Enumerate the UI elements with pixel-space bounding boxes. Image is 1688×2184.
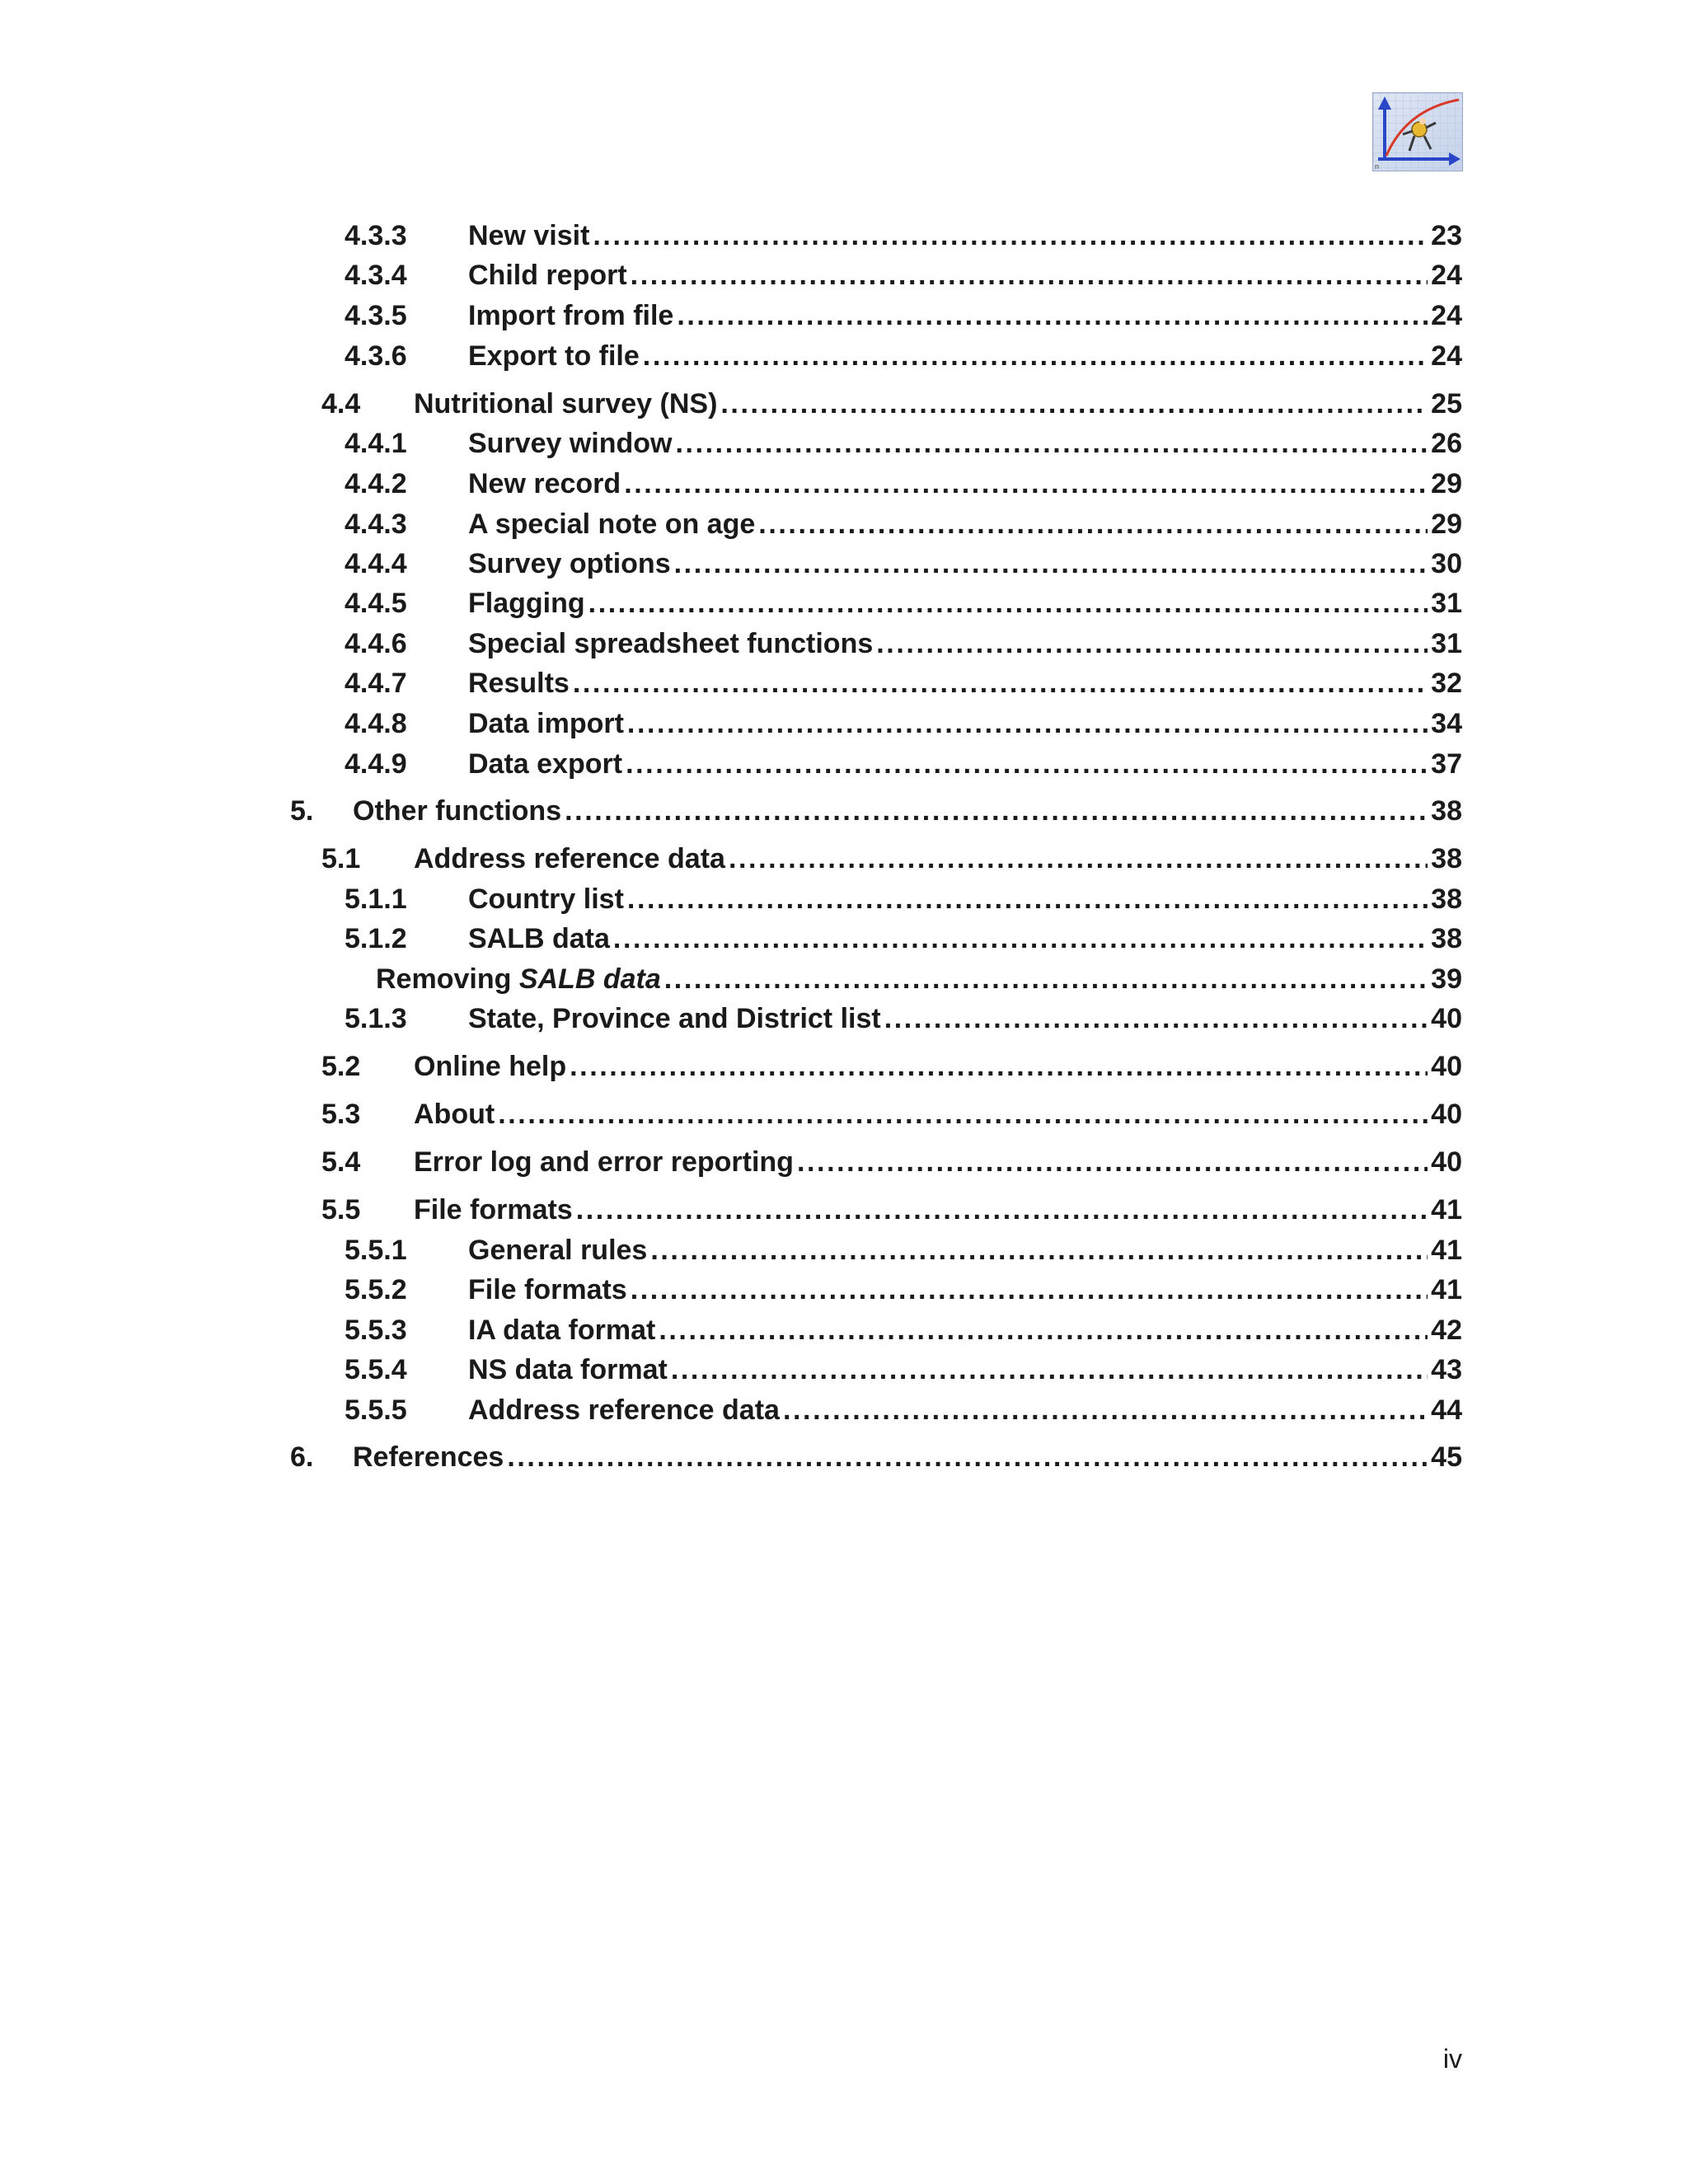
toc-entry-page: 41: [1431, 1194, 1462, 1226]
toc-entry-page: 40: [1431, 1003, 1462, 1034]
toc-entry-page: 42: [1431, 1315, 1462, 1346]
toc-dot-leader: [570, 1047, 1428, 1086]
toc-entry-title: [414, 1190, 576, 1230]
toc-entry-title-text: New visit: [468, 220, 590, 251]
toc-entry-title-text: Removing: [376, 963, 519, 995]
toc-entry-title: [468, 1310, 659, 1350]
toc-dot-leader: [671, 1350, 1428, 1390]
toc-entry-line: [414, 839, 1462, 879]
toc-entry-title-text: Error log and error reporting: [414, 1146, 794, 1178]
toc-dot-leader: [627, 879, 1428, 919]
toc-dot-leader: [588, 583, 1428, 623]
toc-entry-line: [468, 879, 1462, 919]
toc-entry-page: 40: [1431, 1146, 1462, 1178]
toc-dot-leader: [729, 839, 1428, 879]
toc-entry[interactable]: [0, 744, 1688, 784]
toc-entry-title: [468, 255, 631, 295]
toc-entry-line: [353, 1437, 1462, 1477]
toc-entry[interactable]: [0, 296, 1688, 335]
toc-entry[interactable]: [0, 424, 1688, 463]
toc-entry-title-text: File formats: [468, 1274, 627, 1305]
toc-entry-number: 5.1.1: [345, 883, 407, 915]
toc-entry-number: 4.4.1: [345, 428, 407, 459]
toc-entry-title-text: Export to file: [468, 340, 640, 372]
toc-entry-title-text: Special spreadsheet functions: [468, 628, 874, 659]
toc-entry[interactable]: [0, 1094, 1688, 1134]
toc-entry-number: 4.4.6: [345, 628, 407, 659]
toc-entry-page: 23: [1431, 220, 1462, 251]
toc-entry-title: [468, 544, 674, 583]
toc-entry[interactable]: [0, 384, 1688, 424]
toc-entry-page: 24: [1431, 260, 1462, 291]
toc-entry-title: [468, 216, 593, 255]
toc-entry-page: 45: [1431, 1441, 1462, 1473]
toc-dot-leader: [758, 504, 1428, 544]
toc-dot-leader: [650, 1230, 1428, 1270]
toc-entry-line: [468, 583, 1462, 623]
toc-entry-line: [468, 1390, 1462, 1430]
toc-entry[interactable]: [0, 704, 1688, 743]
toc-entry[interactable]: [0, 791, 1688, 831]
toc-entry-page: 29: [1431, 509, 1462, 540]
toc-dot-leader: [631, 1270, 1428, 1310]
toc-entry-title-text: SALB data: [468, 923, 610, 954]
toc-entry-page: 41: [1431, 1235, 1462, 1266]
toc-entry-number: 5.5.5: [345, 1394, 407, 1426]
toc-entry-page: 29: [1431, 468, 1462, 499]
toc-entry-page: 38: [1431, 923, 1462, 954]
toc-dot-leader: [573, 663, 1428, 703]
toc-entry-line: [414, 1094, 1462, 1134]
toc-entry-title-text: Address reference data: [468, 1394, 780, 1426]
toc-entry-line: [468, 999, 1462, 1038]
toc-dot-leader: [783, 1390, 1428, 1430]
toc-entry-number: 4.4.3: [345, 509, 407, 540]
toc-entry-title-italic: SALB data: [518, 963, 661, 995]
toc-entry-title-text: A special note on age: [468, 509, 756, 540]
toc-entry-line: [468, 919, 1462, 958]
toc-entry-number: 4.4.2: [345, 468, 407, 499]
toc-entry-title: [468, 744, 626, 784]
toc-entry-line: [353, 791, 1462, 831]
toc-entry[interactable]: [0, 1047, 1688, 1086]
toc-entry-title: [468, 1390, 783, 1430]
toc-entry-title: [468, 336, 643, 376]
toc-entry-number: 4.4.7: [345, 668, 407, 699]
toc-entry-page: 40: [1431, 1051, 1462, 1082]
toc-entry-title-text: IA data format: [468, 1315, 656, 1346]
toc-dot-leader: [664, 959, 1428, 999]
toc-entry-page: 24: [1431, 300, 1462, 331]
toc-entry-number: 4.4.5: [345, 588, 407, 619]
toc-entry-number: 5.5.3: [345, 1315, 407, 1346]
toc-entry-title-text: NS data format: [468, 1354, 668, 1385]
toc-entry[interactable]: [0, 504, 1688, 544]
toc-entry-title-text: Data export: [468, 748, 623, 780]
toc-entry[interactable]: [0, 1310, 1688, 1350]
toc-entry-page: 38: [1431, 883, 1462, 915]
toc-dot-leader: [884, 999, 1428, 1038]
toc-entry-title: [468, 464, 624, 504]
toc-entry-number: 4.3.6: [345, 340, 407, 372]
toc-entry-page: 31: [1431, 628, 1462, 659]
toc-entry[interactable]: [0, 959, 1688, 999]
toc-entry-number: 5.2: [321, 1051, 361, 1082]
toc-entry-page: 38: [1431, 843, 1462, 874]
toc-entry-title-text: Survey options: [468, 548, 671, 579]
toc-entry-title-text: About: [414, 1099, 495, 1130]
toc-dot-leader: [631, 255, 1428, 295]
toc-dot-leader: [507, 1437, 1428, 1477]
toc-entry-title: [376, 959, 664, 999]
toc-entry-line: [468, 1310, 1462, 1350]
toc-dot-leader: [593, 216, 1428, 255]
toc-entry-page: 39: [1431, 963, 1462, 995]
toc-entry-number: 4.4.8: [345, 708, 407, 739]
toc-entry-line: [468, 744, 1462, 784]
toc-entry-page: 44: [1431, 1394, 1462, 1426]
toc-entry-number: 4.3.4: [345, 260, 407, 291]
toc-entry-title-text: Online help: [414, 1051, 567, 1082]
toc-entry-line: [414, 1142, 1462, 1182]
toc-dot-leader: [676, 424, 1428, 463]
toc-entry-line: [468, 504, 1462, 544]
toc-entry-number: 4.3.3: [345, 220, 407, 251]
toc-entry-number: 5.5.2: [345, 1274, 407, 1305]
toc-entry[interactable]: [0, 1350, 1688, 1390]
toc-entry[interactable]: [0, 663, 1688, 703]
svg-text:n: n: [1375, 162, 1380, 171]
toc-entry-line: [468, 336, 1462, 376]
toc-entry-title: [468, 583, 588, 623]
toc-entry-title: [468, 504, 758, 544]
toc-entry-line: [414, 384, 1462, 424]
toc-entry-title-text: Country list: [468, 883, 624, 915]
toc-entry-title-text: Child report: [468, 260, 627, 291]
toc-entry-title: [468, 424, 676, 463]
toc-entry-page: 24: [1431, 340, 1462, 372]
toc-entry-title: [468, 1230, 650, 1270]
toc-entry-title-text: Nutritional survey (NS): [414, 388, 718, 419]
toc-dot-leader: [720, 384, 1428, 424]
toc-dot-leader: [576, 1190, 1428, 1230]
toc-entry-title: [468, 624, 876, 663]
toc-entry-line: [468, 216, 1462, 255]
toc-entry[interactable]: [0, 1190, 1688, 1230]
page-number: iv: [1442, 2044, 1462, 2074]
toc-entry-number: 4.4: [321, 388, 361, 419]
toc-entry-title: [414, 839, 729, 879]
toc-dot-leader: [659, 1310, 1428, 1350]
toc-entry-title: [468, 1270, 631, 1310]
toc-entry-line: [468, 663, 1462, 703]
toc-entry-line: [468, 1270, 1462, 1310]
toc-entry[interactable]: [0, 1390, 1688, 1430]
toc-dot-leader: [674, 544, 1428, 583]
toc-entry[interactable]: [0, 1270, 1688, 1310]
toc-entry-title: [414, 1142, 797, 1182]
toc-dot-leader: [624, 464, 1428, 504]
toc-entry-line: [468, 1230, 1462, 1270]
toc-entry-line: [468, 424, 1462, 463]
toc-entry-line: [468, 255, 1462, 295]
toc-entry-number: 5.4: [321, 1146, 361, 1178]
toc-entry-title: [414, 1047, 570, 1086]
toc-entry-title-text: Address reference data: [414, 843, 725, 874]
toc-entry[interactable]: [0, 544, 1688, 583]
toc-entry-title: [468, 1350, 671, 1390]
toc-entry-title-text: Survey window: [468, 428, 673, 459]
toc-entry-title: [353, 791, 565, 831]
toc-entry-line: [468, 624, 1462, 663]
toc-entry-page: 38: [1431, 795, 1462, 827]
toc-entry-title-text: New record: [468, 468, 621, 499]
toc-entry-title: [468, 296, 677, 335]
toc-entry-title: [468, 704, 627, 743]
toc-entry-number: 5.3: [321, 1099, 361, 1130]
toc-entry[interactable]: [0, 1437, 1688, 1477]
toc-entry-title-text: File formats: [414, 1194, 573, 1226]
toc-entry-page: 26: [1431, 428, 1462, 459]
toc-entry-line: [468, 1350, 1462, 1390]
toc-entry-title: [468, 999, 884, 1038]
toc-entry-number: 5.1.3: [345, 1003, 407, 1034]
toc-entry-page: 41: [1431, 1274, 1462, 1305]
toc-entry-number: 5.1: [321, 843, 361, 874]
toc-entry-line: [468, 296, 1462, 335]
toc-entry[interactable]: [0, 624, 1688, 663]
toc-entry[interactable]: [0, 999, 1688, 1038]
toc-dot-leader: [626, 744, 1428, 784]
toc-dot-leader: [876, 624, 1428, 663]
toc-entry-page: 30: [1431, 548, 1462, 579]
toc-entry-number: 4.4.4: [345, 548, 407, 579]
toc-entry-title-text: Other functions: [353, 795, 562, 827]
toc-entry-page: 32: [1431, 668, 1462, 699]
toc-entry-page: 40: [1431, 1099, 1462, 1130]
toc-dot-leader: [565, 791, 1428, 831]
toc-dot-leader: [677, 296, 1428, 335]
toc-entry-title-text: Flagging: [468, 588, 585, 619]
toc-entry-title: [414, 1094, 498, 1134]
toc-entry[interactable]: [0, 216, 1688, 255]
toc-entry-title: [468, 663, 573, 703]
toc-entry[interactable]: [0, 583, 1688, 623]
toc-entry-number: 5.: [290, 795, 314, 827]
growth-chart-logo-icon: [1372, 92, 1463, 171]
toc-entry-title: [468, 919, 613, 958]
toc-entry-page: 37: [1431, 748, 1462, 780]
toc-dot-leader: [797, 1142, 1428, 1182]
toc-entry-line: [468, 464, 1462, 504]
toc-entry-title-text: Results: [468, 668, 570, 699]
toc-entry-number: 5.5.4: [345, 1354, 407, 1385]
toc-dot-leader: [627, 704, 1428, 743]
toc-entry-title: [353, 1437, 507, 1477]
toc-entry-number: 4.3.5: [345, 300, 407, 331]
toc-entry-title-text: General rules: [468, 1235, 648, 1266]
toc-entry-number: 4.4.9: [345, 748, 407, 780]
toc-entry-page: 25: [1431, 388, 1462, 419]
toc-dot-leader: [613, 919, 1428, 958]
toc-dot-leader: [498, 1094, 1428, 1134]
toc-entry-page: 31: [1431, 588, 1462, 619]
toc-entry-number: 5.1.2: [345, 923, 407, 954]
toc-entry[interactable]: [0, 1230, 1688, 1270]
toc-entry-number: 6.: [290, 1441, 314, 1473]
toc-entry-title-text: Data import: [468, 708, 624, 739]
toc-entry[interactable]: [0, 1142, 1688, 1182]
toc-entry-line: [468, 704, 1462, 743]
toc-entry-page: 43: [1431, 1354, 1462, 1385]
toc-entry-line: [376, 959, 1462, 999]
toc-entry-title-text: State, Province and District list: [468, 1003, 881, 1034]
toc-entry[interactable]: [0, 879, 1688, 919]
toc-entry-line: [414, 1190, 1462, 1230]
toc-entry-title-text: Import from file: [468, 300, 674, 331]
toc-entry-number: 5.5.1: [345, 1235, 407, 1266]
toc-entry-page: 34: [1431, 708, 1462, 739]
toc-entry[interactable]: [0, 255, 1688, 295]
toc-entry[interactable]: [0, 336, 1688, 376]
toc-entry-line: [414, 1047, 1462, 1086]
toc-entry[interactable]: [0, 464, 1688, 504]
toc-entry-title: [468, 879, 627, 919]
toc-dot-leader: [643, 336, 1428, 376]
toc-entry-line: [468, 544, 1462, 583]
toc-entry-title-text: References: [353, 1441, 504, 1473]
toc-entry[interactable]: [0, 919, 1688, 958]
toc-entry-number: 5.5: [321, 1194, 361, 1226]
toc-entry-title: [414, 384, 720, 424]
toc-entry[interactable]: [0, 839, 1688, 879]
